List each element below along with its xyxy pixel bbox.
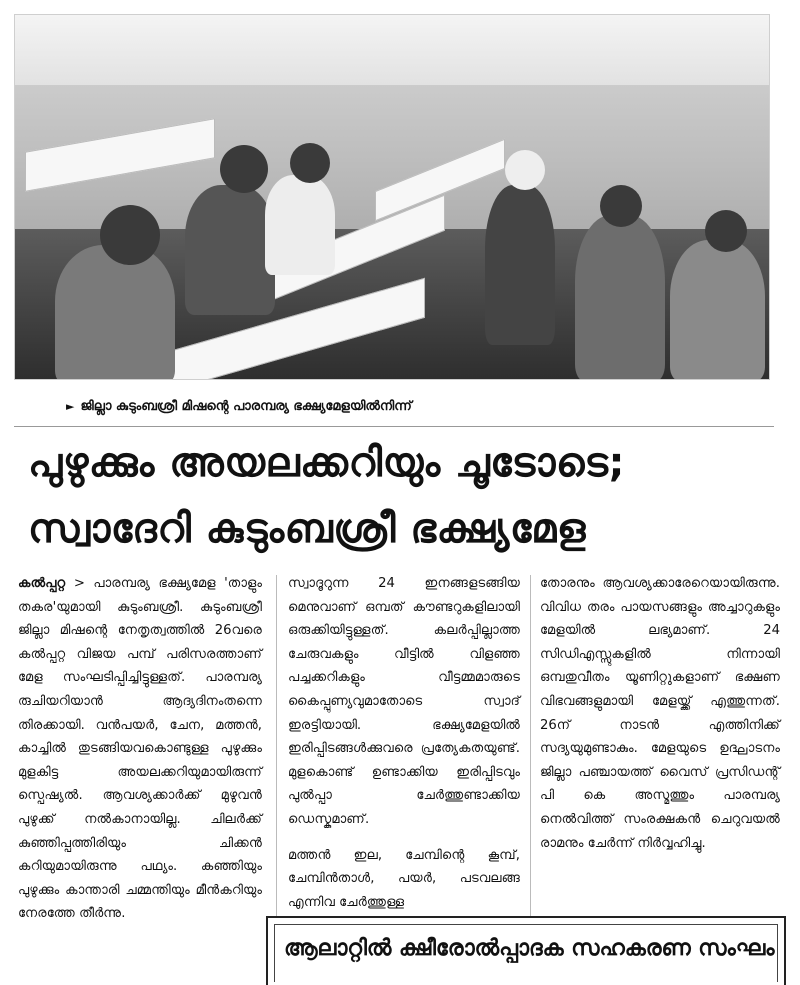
diner-man: [265, 175, 335, 275]
article-column-1: [18, 572, 262, 926]
visitor-head: [705, 210, 747, 252]
tent-canopy: [15, 15, 769, 85]
dateline-separator: >: [65, 576, 94, 591]
headline-line-1: പുഴുക്കും അയലക്കറിയും ചൂടോടെ;: [28, 440, 625, 486]
next-article-box: [266, 916, 786, 985]
column-divider: [530, 575, 531, 975]
caption-divider: [14, 426, 774, 427]
caption-text: ജില്ലാ കുടുംബശ്രീ മിഷന്റെ പാരമ്പര്യ ഭക്ഷ്യമേളയിൽനിന്ന്: [80, 398, 412, 414]
dateline: കൽപ്പറ്റ: [18, 576, 66, 591]
photo-caption: [66, 394, 766, 418]
diner-head: [100, 205, 160, 265]
column-3-text: തോരനും ആവശ്യക്കാരേറെയായിരുന്നു. വിവിധ തരം പായസങ്ങളും അച്ചാറുകളും മേളയിൽ ലഭ്യമാണ്. 24 സിഡിഎസ്സുകളിൽ നിന്നായി ഒമ്പതുവീതം യൂണിറ്റുകളാണ് ഭക്ഷണ വിഭവങ്ങളുമായി മേളയ്ക്ക് എത്തുന്നത്. 26ന് നാടൻ എത്തിനിക്ക് സദ്യയുമുണ്ടാകും. മേളയുടെ ഉദ്ഘാടനം ജില്ലാ പഞ്ചായത്ത് വൈസ് പ്രസിഡന്റ് പി കെ അസ്മത്തും പാരമ്പര്യ നെൽവിത്ത് സംരക്ഷകൻ ചെറുവയൽ രാമനും ചേർന്ന് നിർവ്വഹിച്ചു.: [540, 576, 780, 851]
column-divider: [276, 575, 277, 975]
diner-man: [185, 185, 275, 315]
visitor-woman: [575, 215, 665, 380]
visitor-head: [600, 185, 642, 227]
column-2-paragraph-2: മത്തൻ ഇല, ചേമ്പിന്റെ കൂമ്പ്, ചേമ്പിൻതാൾ, പയർ, പടവലങ്ങ എന്നിവ ചേർത്തുള്ള: [288, 847, 520, 910]
headline-line-2: സ്വാദേറി കുടുംബശ്രീ ഭക്ഷ്യമേള: [28, 506, 586, 552]
server-woman: [485, 185, 555, 345]
article-column-2: [288, 572, 520, 914]
dining-table: [25, 118, 215, 192]
diner-head: [220, 145, 268, 193]
article-photo: [14, 14, 770, 380]
diner-head: [290, 143, 330, 183]
column-1-text: പാരമ്പര്യ ഭക്ഷ്യമേള 'താളും തകര'യുമായി കുടുംബശ്രീ. കുടുംബശ്രീ ജില്ലാ മിഷന്റെ നേതൃത്വത്തിൽ 26വരെ കൽപ്പറ്റ വിജയ പമ്പ് പരിസരത്താണ് മേള സംഘടിപ്പിച്ചിട്ടുള്ളത്. പാരമ്പര്യ രുചിയറിയാൻ ആദ്യദിനംതന്നെ തിരക്കായി. വൻപയർ, ചേന, മത്തൻ, കാച്ചിൽ തുടങ്ങിയവകൊണ്ടുള്ള പുഴുക്കും മുളകിട്ട അയലക്കറിയുമായിരുന്ന് സ്പെഷ്യൽ. ആവശ്യക്കാർക്ക് മുഴുവൻ പുഴുക്ക് നൽകാനായില്ല. ചിലർക്ക് കുഞ്ഞിപ്പത്തിരിയും ചിക്കൻ കറിയുമായിരുന്നു പഥ്യം. കഞ്ഞിയും പുഴുക്കും കാന്താരി ചമ്മന്തിയും മീൻകറിയും നേരത്തേ തീർന്നു.: [18, 576, 262, 922]
caption-marker-icon: ►: [66, 399, 75, 413]
next-article-title: ആലാറ്റിൽ ക്ഷീരോൽപ്പാദക സഹകരണ സംഘം: [284, 936, 775, 961]
column-2-paragraph-1: സ്വാദൂറുന്ന 24 ഇനങ്ങളടങ്ങിയ മെനുവാണ് ഒമ്പത് കൗണ്ടറുകളിലായി ഒരുക്കിയിട്ടുള്ളത്. കലർപ്പില്ലാത്ത ചേരുവകളും വീട്ടിൽ വിളഞ്ഞ പച്ചക്കറികളും വീട്ടമ്മമാരുടെ കൈപ്പുണ്യവുമാതോടെ സ്വാദ് ഇരട്ടിയായി. ഭക്ഷ്യമേളയിൽ ഇരിപ്പിടങ്ങൾക്കുവരെ പ്രത്യേകതയുണ്ട്. മുളകൊണ്ട് ഉണ്ടാക്കിയ ഇരിപ്പിടവും പുൽപ്പാ ചേർത്തുണ്ടാക്കിയ ഡെസ്കുമാണ്.: [288, 576, 520, 827]
visitor-woman: [670, 240, 765, 380]
article-column-3: [540, 572, 780, 855]
server-head: [505, 150, 545, 190]
diner-woman: [55, 245, 175, 380]
